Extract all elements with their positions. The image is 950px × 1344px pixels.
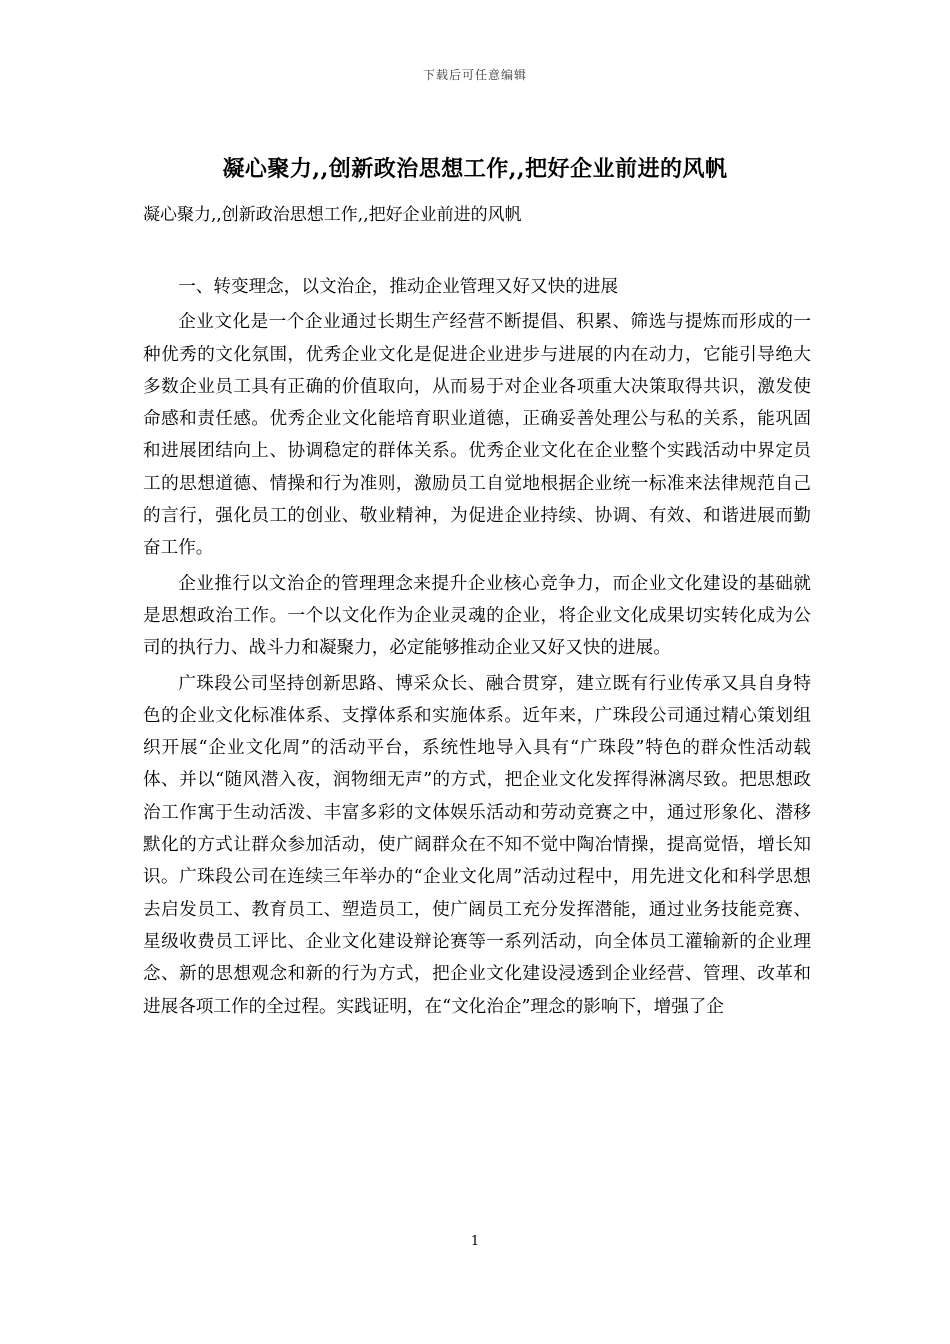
page-number: 1 — [470, 1234, 480, 1249]
body-paragraph: 广珠段公司坚持创新思路、博采众长、融合贯穿，建立既有行业传承又具自身特色的企业文化标准体系、支撑体系和实施体系。近年来，广珠段公司通过精心策划组织开展“企业文化周”的活动平台，系统性地导入具有“广珠段”特色的群众性活动载体、并以“随风潜入夜，润物细无声”的方式，把企业文化发挥得淋漓尽致。把思想政治工作寓于生动活泼、丰富多彩的文体娱乐活动和劳动竞赛之中，通过形象化、潜移默化的方式让群众参加活动，使广阔群众在不知不觉中陶冶情操，提高觉悟，增长知识。广珠段公司在连续三年举办的“企业文化周”活动过程中，用先进文化和科学思想去启发员工、教育员工、塑造员工，使广阔员工充分发挥潜能，通过业务技能竞赛、星级收费员工评比、企业文化建设辩论赛等一系列活动，向全体员工灌输新的企业理念、新的思想观念和新的行为方式，把企业文化建设浸透到企业经营、管理、改革和进展各项工作的全过程。实践证明，在“文化治企”理念的影响下，增强了企 — [143, 673, 811, 1017]
body-paragraph: 企业推行以文治企的管理理念来提升企业核心竞争力，而企业文化建设的基础就是思想政治工作。一个以文化作为企业灵魂的企业，将企业文化成果切实转化成为公司的执行力、战斗力和凝聚力，必定能够推动企业又好又快的进展。 — [143, 573, 811, 659]
document-subtitle: 凝心聚力,,创新政治思想工作,,把好企业前进的风帆 — [143, 205, 522, 225]
document-title: 凝心聚力,,创新政治思想工作,,把好企业前进的风帆 — [222, 156, 728, 182]
document-body — [143, 271, 811, 1026]
header-note: 下载后可任意编辑 — [422, 68, 527, 82]
section-heading: 一、转变理念，以文治企，推动企业管理又好又快的进展 — [178, 277, 619, 297]
body-paragraph: 企业文化是一个企业通过长期生产经营不断提倡、积累、筛选与提炼而形成的一种优秀的文化氛围，优秀企业文化是促进企业进步与进展的内在动力，它能引导绝大多数企业员工具有正确的价值取向，从而易于对企业各项重大决策取得共识，激发使命感和责任感。优秀企业文化能培育职业道德，正确妥善处理公与私的关系，能巩固和进展团结向上、协调稳定的群体关系。优秀企业文化在企业整个实践活动中界定员工的思想道德、情操和行为准则，激励员工自觉地根据企业统一标准来法律规范自己的言行，强化员工的创业、敬业精神，为促进企业持续、协调、有效、和谐进展而勤奋工作。 — [143, 312, 811, 559]
